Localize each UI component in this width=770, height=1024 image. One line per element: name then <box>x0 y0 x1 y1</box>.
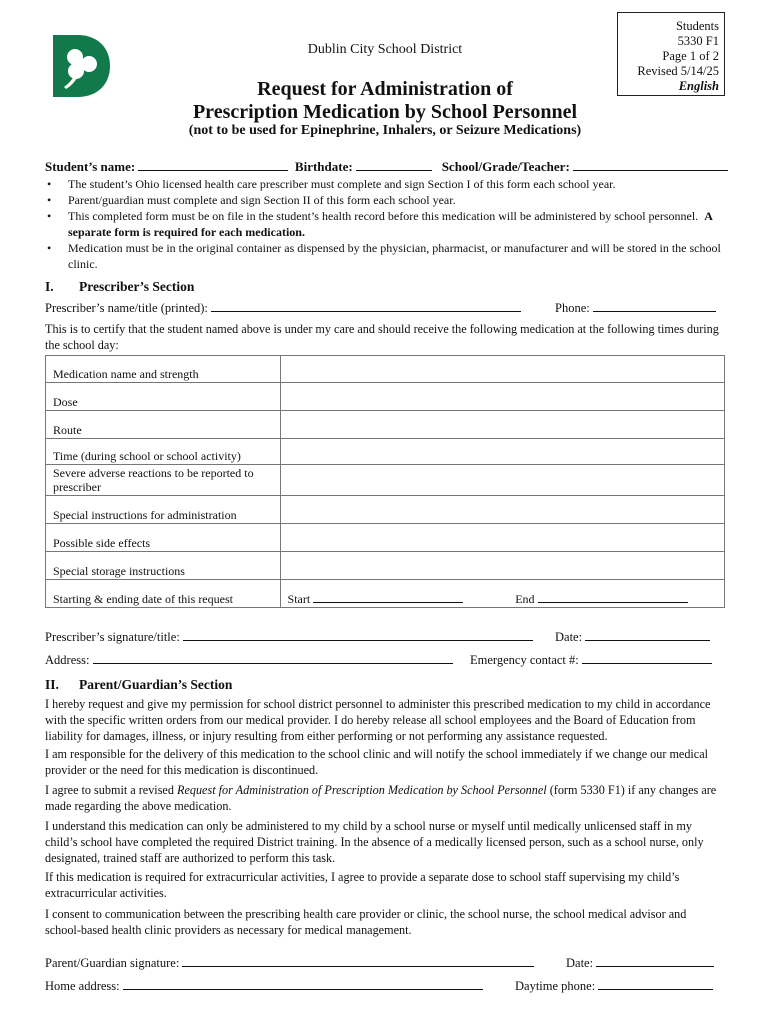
table-row <box>46 383 725 411</box>
prescriber-phone-field[interactable] <box>593 299 716 312</box>
parent-signature-line <box>45 954 534 971</box>
prescriber-signature-field[interactable] <box>183 628 533 641</box>
adverse-reactions-field[interactable] <box>280 465 724 496</box>
parent-date-field[interactable] <box>596 954 714 967</box>
date-label: Date: <box>566 956 594 970</box>
table-row <box>46 552 725 580</box>
daytime-phone-label: Daytime phone: <box>515 979 596 993</box>
prescriber-name-label: Prescriber’s name/title (printed): <box>45 301 208 315</box>
table-row <box>46 356 725 383</box>
row-label: Dose <box>46 383 281 411</box>
school-grade-teacher-field[interactable] <box>573 158 728 171</box>
row-label: Severe adverse reactions to be reported to prescriber <box>46 465 281 496</box>
route-field[interactable] <box>280 411 724 439</box>
table-row <box>46 439 725 465</box>
consent-paragraph-6: I consent to communication between the prescribing health care provider or clinic, the school nurse, the school medical advisor and school-based health clinic providers as necessary for medical management. <box>45 907 687 937</box>
consent-paragraph-1: I hereby request and give my permission for school district personnel to administer this prescribed medication to my child in accordance with the specific written orders from our medical provider. I do hereby release all school employees and the Board of Education from liability for damages, illness, or injury resulting from either performing or not performing any assistance requested. <box>45 697 711 743</box>
phone-label: Phone: <box>555 301 590 315</box>
form-title: Request for Administration of Prescription Medication by School Personnel <box>192 78 578 123</box>
consent-paragraph-2: I am responsible for the delivery of this medication to the school clinic and will notify the school immediately if we change our medical provider or the need for this medication is discontinued. <box>45 747 709 777</box>
table-row <box>46 580 725 608</box>
prescriber-name-field[interactable] <box>211 299 521 312</box>
form-subtitle: (not to be used for Epinephrine, Inhalers, or Seizure Medications) <box>188 123 582 138</box>
list-item: • The student’s Ohio licensed health care prescriber must complete and sign Section I of this form each school year. <box>45 176 725 192</box>
date-range-cell <box>280 580 724 608</box>
home-address-line <box>45 977 483 994</box>
medication-table <box>45 355 725 608</box>
table-row <box>46 465 725 496</box>
address-label: Address: <box>45 653 90 667</box>
date-label: Date: <box>555 630 583 644</box>
prescriber-date-line <box>555 628 710 645</box>
section-1-heading: I. Prescriber’s Section <box>45 279 195 294</box>
list-item: • Parent/guardian must complete and sign Section II of this form each school year. <box>45 192 725 208</box>
prescriber-address-field[interactable] <box>93 651 453 664</box>
dose-field[interactable] <box>280 383 724 411</box>
row-label: Starting & ending date of this request <box>46 580 281 608</box>
consent-paragraph-3: I agree to submit a revised Request for Administration of Prescription Medication by School Personnel (form 5330 F1) if any changes are made regarding the above medication. <box>45 783 717 813</box>
birthdate-field[interactable] <box>356 158 432 171</box>
daytime-phone-field[interactable] <box>598 977 713 990</box>
prescriber-name-line <box>45 299 521 316</box>
birthdate-label: Birthdate: <box>294 159 353 174</box>
end-date-field[interactable] <box>538 590 688 603</box>
table-row <box>46 524 725 552</box>
prescriber-signature-label: Prescriber’s signature/title: <box>45 630 180 644</box>
section-2-heading: II. Parent/Guardian’s Section <box>45 677 233 692</box>
student-info-line <box>45 158 728 175</box>
list-item: • This completed form must be on file in the student’s health record before this medication will be administered by school personnel. A separate form is required for each medication. <box>45 208 725 240</box>
emergency-contact-field[interactable] <box>582 651 712 664</box>
start-date-field[interactable] <box>313 590 463 603</box>
list-item: • Medication must be in the original container as dispensed by the physician, pharmacist, or manufacturer and will be stored in the school clinic. <box>45 240 725 272</box>
emergency-contact-label: Emergency contact #: <box>470 653 579 667</box>
table-row <box>46 411 725 439</box>
row-label: Route <box>46 411 281 439</box>
prescriber-phone-line <box>555 299 716 316</box>
form-info-box: Students 5330 F1 Page 1 of 2 Revised 5/14/25 English <box>617 12 725 96</box>
student-name-field[interactable] <box>138 158 288 171</box>
instructions-list <box>45 176 725 272</box>
row-label: Possible side effects <box>46 524 281 552</box>
home-address-field[interactable] <box>123 977 483 990</box>
end-label: End <box>515 592 535 606</box>
prescriber-address-line <box>45 651 453 668</box>
certify-text: This is to certify that the student named above is under my care and should receive the following medication at the following times during the school day: <box>45 322 719 352</box>
side-effects-field[interactable] <box>280 524 724 552</box>
consent-paragraph-5: If this medication is required for extracurricular activities, I agree to provide a separate dose to school staff supervising my child’s extracurricular activities. <box>45 870 680 900</box>
parent-date-line <box>566 954 714 971</box>
home-address-label: Home address: <box>45 979 120 993</box>
emergency-contact-line <box>470 651 712 668</box>
medication-name-field[interactable] <box>280 356 724 383</box>
shamrock-d-logo-icon <box>50 33 110 99</box>
parent-signature-field[interactable] <box>182 954 534 967</box>
table-row <box>46 496 725 524</box>
row-label: Medication name and strength <box>46 356 281 383</box>
special-instructions-field[interactable] <box>280 496 724 524</box>
school-grade-teacher-label: School/Grade/Teacher: <box>441 159 570 174</box>
row-label: Special storage instructions <box>46 552 281 580</box>
consent-paragraph-4: I understand this medication can only be administered to my child by a school nurse or myself until medically unlicensed staff in my child’s school have completed the required District training. In the absence of a medically licensed person, such as a school nurse, only designated, trained staff are authorized to perform this task. <box>45 819 704 865</box>
student-name-label: Student’s name: <box>45 159 136 174</box>
storage-instructions-field[interactable] <box>280 552 724 580</box>
start-label: Start <box>287 592 311 606</box>
daytime-phone-line <box>515 977 713 994</box>
prescriber-date-field[interactable] <box>585 628 710 641</box>
time-field[interactable] <box>280 439 724 465</box>
prescriber-signature-line <box>45 628 533 645</box>
row-label: Special instructions for administration <box>46 496 281 524</box>
district-name: Dublin City School District <box>307 42 463 57</box>
row-label: Time (during school or school activity) <box>46 439 281 465</box>
parent-signature-label: Parent/Guardian signature: <box>45 956 180 970</box>
